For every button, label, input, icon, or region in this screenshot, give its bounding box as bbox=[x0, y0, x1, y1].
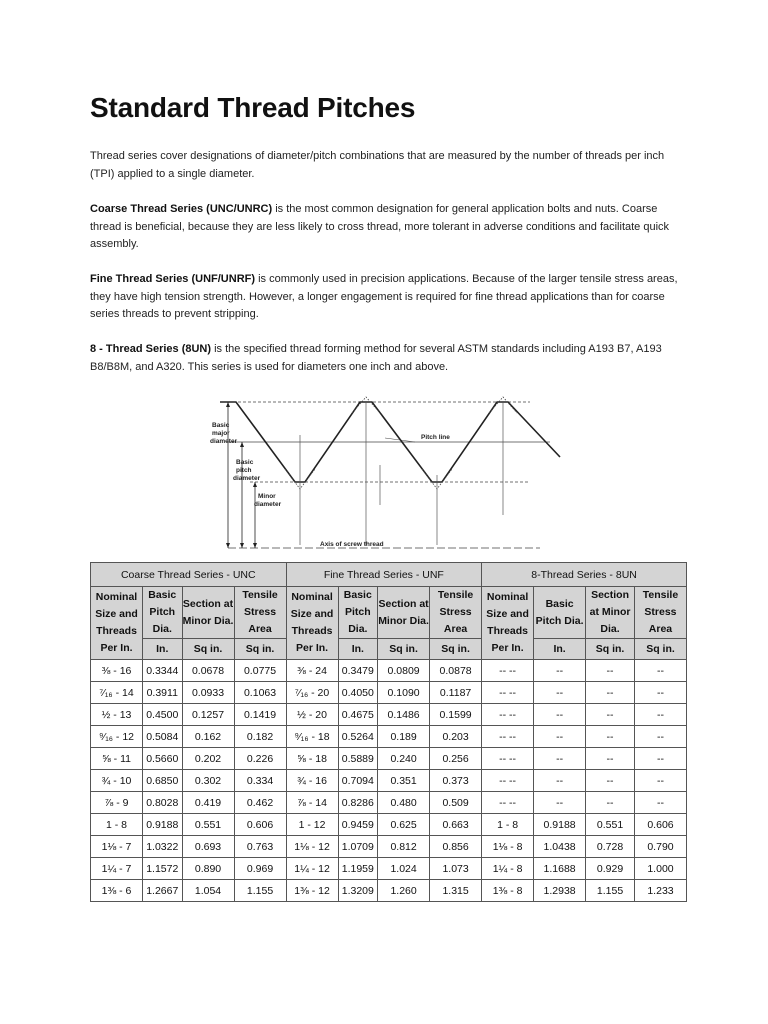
table-cell: 1.1959 bbox=[338, 858, 378, 880]
table-row bbox=[91, 682, 687, 704]
table-cell: ⁹⁄₁₆ - 12 bbox=[91, 726, 143, 748]
table-cell: 0.373 bbox=[430, 770, 482, 792]
minor-label-2: diameter bbox=[254, 501, 282, 508]
table-cell: 1.3209 bbox=[338, 880, 378, 902]
table-cell: 1⅛ - 8 bbox=[482, 836, 534, 858]
table-cell: -- -- bbox=[482, 770, 534, 792]
col-section: Section at Minor Dia. bbox=[586, 587, 635, 639]
table-cell: -- bbox=[586, 660, 635, 682]
table-cell: 0.0809 bbox=[378, 660, 430, 682]
fine-lead: Fine Thread Series (UNF/UNRF) bbox=[90, 273, 256, 285]
table-row bbox=[91, 704, 687, 726]
unit-in: In. bbox=[534, 639, 586, 660]
table-cell: 0.3479 bbox=[338, 660, 378, 682]
eight-text: is the specified thread forming method for several ASTM standards including A193 B7, A193 B8/B8M, and A320. This series is used for diameters one inch and above. bbox=[90, 343, 662, 373]
table-cell: 0.551 bbox=[182, 814, 234, 836]
table-cell: -- bbox=[534, 726, 586, 748]
table-row bbox=[91, 770, 687, 792]
table-cell: 0.480 bbox=[378, 792, 430, 814]
table-cell: ¾ - 16 bbox=[286, 770, 338, 792]
eight-lead: 8 - Thread Series (8UN) bbox=[90, 343, 212, 355]
table-cell: 1 - 8 bbox=[482, 814, 534, 836]
table-cell: 0.1599 bbox=[430, 704, 482, 726]
table-row bbox=[91, 836, 687, 858]
table-cell: -- bbox=[634, 792, 686, 814]
table-cell: -- bbox=[634, 660, 686, 682]
group-header-row bbox=[91, 563, 687, 587]
table-cell: 0.763 bbox=[234, 836, 286, 858]
table-cell: ⅜ - 16 bbox=[91, 660, 143, 682]
table-cell: 0.812 bbox=[378, 836, 430, 858]
table-cell: 1⅛ - 7 bbox=[91, 836, 143, 858]
table-cell: ½ - 20 bbox=[286, 704, 338, 726]
table-cell: 0.8028 bbox=[143, 792, 183, 814]
table-cell: 1.1572 bbox=[143, 858, 183, 880]
table-row bbox=[91, 726, 687, 748]
basic-major-label-2: major bbox=[212, 430, 230, 437]
unit-sq: Sq in. bbox=[634, 639, 686, 660]
intro-paragraph bbox=[90, 148, 680, 183]
table-cell: 0.693 bbox=[182, 836, 234, 858]
table-cell: 0.240 bbox=[378, 748, 430, 770]
table-cell: 1 - 12 bbox=[286, 814, 338, 836]
table-cell: 1.000 bbox=[634, 858, 686, 880]
fine-paragraph bbox=[90, 271, 680, 324]
table-cell: 0.9188 bbox=[143, 814, 183, 836]
basic-pitch-label-2: pitch bbox=[236, 467, 252, 474]
table-cell: 0.419 bbox=[182, 792, 234, 814]
table-row bbox=[91, 814, 687, 836]
table-cell: 0.6850 bbox=[143, 770, 183, 792]
unit-in: In. bbox=[338, 639, 378, 660]
table-cell: 0.4675 bbox=[338, 704, 378, 726]
table-cell: -- bbox=[534, 770, 586, 792]
table-cell: 0.462 bbox=[234, 792, 286, 814]
table-cell: 0.969 bbox=[234, 858, 286, 880]
table-cell: 1¼ - 8 bbox=[482, 858, 534, 880]
table-cell: 0.0878 bbox=[430, 660, 482, 682]
table-cell: 1.0322 bbox=[143, 836, 183, 858]
table-cell: 0.790 bbox=[634, 836, 686, 858]
table-cell: 1 - 8 bbox=[91, 814, 143, 836]
thread-pitch-table bbox=[90, 562, 687, 902]
table-cell: 0.226 bbox=[234, 748, 286, 770]
pitch-line-label: Pitch line bbox=[421, 434, 450, 441]
table-cell: 0.0933 bbox=[182, 682, 234, 704]
table-cell: 1.315 bbox=[430, 880, 482, 902]
table-cell: 0.625 bbox=[378, 814, 430, 836]
unit-sq: Sq in. bbox=[378, 639, 430, 660]
table-cell: -- bbox=[586, 682, 635, 704]
table-cell: 0.8286 bbox=[338, 792, 378, 814]
table-cell: ⁷⁄₁₆ - 14 bbox=[91, 682, 143, 704]
table-cell: 0.162 bbox=[182, 726, 234, 748]
col-section: Section at Minor Dia. bbox=[182, 587, 234, 639]
coarse-paragraph bbox=[90, 201, 680, 254]
table-cell: ⅞ - 9 bbox=[91, 792, 143, 814]
table-cell: 0.302 bbox=[182, 770, 234, 792]
basic-major-label-3: diameter bbox=[210, 438, 238, 445]
col-nominal: Nominal Size and Threads Per In. bbox=[482, 587, 534, 660]
table-cell: 0.5264 bbox=[338, 726, 378, 748]
table-cell: -- -- bbox=[482, 704, 534, 726]
table-cell: 1⅜ - 6 bbox=[91, 880, 143, 902]
table-cell: 0.4500 bbox=[143, 704, 183, 726]
table-cell: -- bbox=[634, 704, 686, 726]
table-cell: 1⅜ - 12 bbox=[286, 880, 338, 902]
table-cell: 0.203 bbox=[430, 726, 482, 748]
table-cell: 0.9188 bbox=[534, 814, 586, 836]
coarse-text: is the most common designation for general application bolts and nuts. Coarse thread is beneficial, because they are less likely to cross thread, more tolerant in adverse conditions and facilitate quick assembly. bbox=[90, 203, 670, 250]
table-cell: -- bbox=[634, 682, 686, 704]
table-cell: 0.351 bbox=[378, 770, 430, 792]
col-section: Section at Minor Dia. bbox=[378, 587, 430, 639]
table-cell: -- bbox=[534, 748, 586, 770]
table-cell: 1¼ - 12 bbox=[286, 858, 338, 880]
table-cell: -- bbox=[534, 792, 586, 814]
table-cell: ⅞ - 14 bbox=[286, 792, 338, 814]
table-cell: 0.3344 bbox=[143, 660, 183, 682]
col-nominal: Nominal Size and Threads Per In. bbox=[286, 587, 338, 660]
unit-sq: Sq in. bbox=[234, 639, 286, 660]
table-cell: 0.202 bbox=[182, 748, 234, 770]
table-cell: 0.0678 bbox=[182, 660, 234, 682]
col-tensile: Tensile Stress Area bbox=[430, 587, 482, 639]
table-cell: 1.260 bbox=[378, 880, 430, 902]
table-cell: 0.890 bbox=[182, 858, 234, 880]
col-nominal: Nominal Size and Threads Per In. bbox=[91, 587, 143, 660]
table-cell: 0.182 bbox=[234, 726, 286, 748]
table-cell: -- bbox=[634, 770, 686, 792]
table-cell: 1⅜ - 8 bbox=[482, 880, 534, 902]
col-basic: Basic Pitch Dia. bbox=[143, 587, 183, 639]
table-cell: ½ - 13 bbox=[91, 704, 143, 726]
table-cell: -- bbox=[534, 682, 586, 704]
table-cell: -- -- bbox=[482, 726, 534, 748]
table-cell: 0.1486 bbox=[378, 704, 430, 726]
table-cell: 0.509 bbox=[430, 792, 482, 814]
group-header-unc: Coarse Thread Series - UNC bbox=[91, 563, 287, 587]
table-cell: ⅝ - 11 bbox=[91, 748, 143, 770]
table-cell: -- bbox=[634, 748, 686, 770]
table-cell: 0.728 bbox=[586, 836, 635, 858]
unit-in: In. bbox=[143, 639, 183, 660]
table-cell: ⁷⁄₁₆ - 20 bbox=[286, 682, 338, 704]
table-cell: 0.5084 bbox=[143, 726, 183, 748]
table-cell: 0.606 bbox=[234, 814, 286, 836]
table-cell: 0.189 bbox=[378, 726, 430, 748]
table-cell: 0.3911 bbox=[143, 682, 183, 704]
basic-pitch-label-3: diameter bbox=[233, 475, 261, 482]
table-row bbox=[91, 660, 687, 682]
col-tensile: Tensile Stress Area bbox=[634, 587, 686, 639]
table-cell: -- -- bbox=[482, 660, 534, 682]
table-cell: 1.155 bbox=[586, 880, 635, 902]
table-cell: -- -- bbox=[482, 792, 534, 814]
table-cell: 1.233 bbox=[634, 880, 686, 902]
table-cell: 0.4050 bbox=[338, 682, 378, 704]
table-cell: -- bbox=[586, 726, 635, 748]
table-cell: 0.1090 bbox=[378, 682, 430, 704]
table-cell: 1.073 bbox=[430, 858, 482, 880]
table-cell: 0.5660 bbox=[143, 748, 183, 770]
table-cell: 0.7094 bbox=[338, 770, 378, 792]
unit-sq: Sq in. bbox=[182, 639, 234, 660]
table-cell: ¾ - 10 bbox=[91, 770, 143, 792]
table-cell: ⅝ - 18 bbox=[286, 748, 338, 770]
table-cell: 0.256 bbox=[430, 748, 482, 770]
table-cell: 0.5889 bbox=[338, 748, 378, 770]
table-cell: 0.1187 bbox=[430, 682, 482, 704]
group-header-8un: 8-Thread Series - 8UN bbox=[482, 563, 687, 587]
table-cell: 0.929 bbox=[586, 858, 635, 880]
table-cell: ⅜ - 24 bbox=[286, 660, 338, 682]
table-cell: 1⅛ - 12 bbox=[286, 836, 338, 858]
table-cell: -- -- bbox=[482, 748, 534, 770]
minor-label-1: Minor bbox=[258, 493, 276, 500]
table-cell: 0.551 bbox=[586, 814, 635, 836]
table-cell: -- bbox=[586, 748, 635, 770]
table-row bbox=[91, 792, 687, 814]
table-cell: 1.1688 bbox=[534, 858, 586, 880]
column-header-row bbox=[91, 587, 687, 639]
col-basic: Basic Pitch Dia. bbox=[534, 587, 586, 639]
basic-major-label-1: Basic bbox=[212, 422, 230, 429]
table-cell: 1.024 bbox=[378, 858, 430, 880]
table-cell: ⁹⁄₁₆ - 18 bbox=[286, 726, 338, 748]
unit-header-row bbox=[91, 639, 687, 660]
table-cell: 0.606 bbox=[634, 814, 686, 836]
col-tensile: Tensile Stress Area bbox=[234, 587, 286, 639]
table-cell: 1.2667 bbox=[143, 880, 183, 902]
table-row bbox=[91, 880, 687, 902]
table-cell: 1¼ - 7 bbox=[91, 858, 143, 880]
table-cell: 1.0709 bbox=[338, 836, 378, 858]
table-cell: 1.0438 bbox=[534, 836, 586, 858]
table-cell: 1.155 bbox=[234, 880, 286, 902]
table-cell: 0.0775 bbox=[234, 660, 286, 682]
table-body bbox=[91, 660, 687, 902]
table-cell: -- bbox=[586, 704, 635, 726]
coarse-lead: Coarse Thread Series (UNC/UNRC) bbox=[90, 203, 273, 215]
col-basic: Basic Pitch Dia. bbox=[338, 587, 378, 639]
table-cell: -- -- bbox=[482, 682, 534, 704]
table-cell: 0.9459 bbox=[338, 814, 378, 836]
table-cell: 1.054 bbox=[182, 880, 234, 902]
table-cell: -- bbox=[586, 792, 635, 814]
table-cell: -- bbox=[586, 770, 635, 792]
fine-text: is commonly used in precision applications. Because of the larger tensile stress areas, they have high tension strength. However, a longer engagement is required for fine thread applications than for coarse series threads to prevent stripping. bbox=[90, 273, 678, 320]
eight-paragraph bbox=[90, 341, 680, 376]
table-cell: 0.663 bbox=[430, 814, 482, 836]
table-cell: -- bbox=[534, 660, 586, 682]
table-cell: 0.856 bbox=[430, 836, 482, 858]
page-title: Standard Thread Pitches bbox=[90, 92, 416, 123]
table-cell: -- bbox=[634, 726, 686, 748]
table-cell: 0.1063 bbox=[234, 682, 286, 704]
unit-sq: Sq in. bbox=[586, 639, 635, 660]
group-header-unf: Fine Thread Series - UNF bbox=[286, 563, 482, 587]
table-cell: 0.1257 bbox=[182, 704, 234, 726]
table-cell: 0.1419 bbox=[234, 704, 286, 726]
table-row bbox=[91, 858, 687, 880]
thread-profile-diagram bbox=[200, 395, 565, 555]
table-cell: 1.2938 bbox=[534, 880, 586, 902]
table-cell: -- bbox=[534, 704, 586, 726]
table-row bbox=[91, 748, 687, 770]
intro-text: Thread series cover designations of diameter/pitch combinations that are measured by the number of threads per inch (TPI) applied to a single diameter. bbox=[90, 150, 665, 180]
unit-sq: Sq in. bbox=[430, 639, 482, 660]
axis-label: Axis of screw thread bbox=[320, 541, 384, 548]
table-cell: 0.334 bbox=[234, 770, 286, 792]
basic-pitch-label-1: Basic bbox=[236, 459, 254, 466]
